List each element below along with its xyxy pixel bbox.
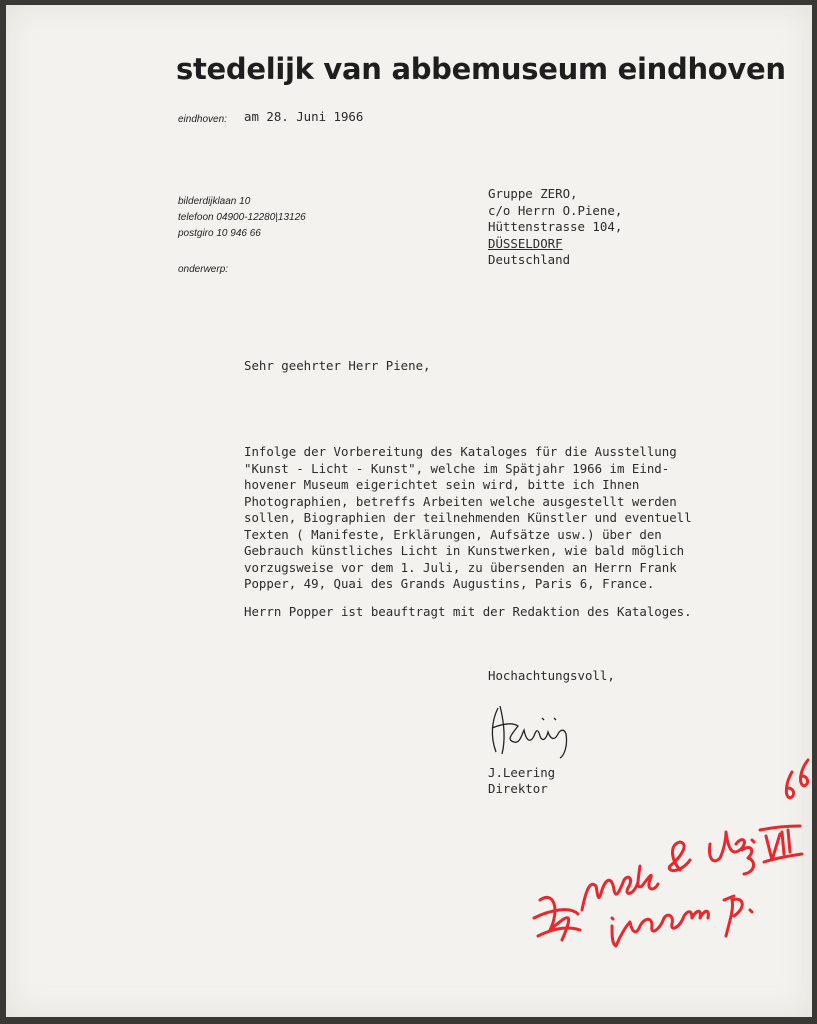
letter-date: am 28. Juni 1966 <box>244 109 364 124</box>
recipient-line: c/o Herrn O.Piene, <box>488 202 623 218</box>
postgiro-line: postgiro 10 946 66 <box>178 228 261 239</box>
body-line: vorzugsweise vor dem 1. Juli, zu übersenden an Herrn Frank <box>244 559 677 575</box>
place-label: eindhoven: <box>178 114 227 125</box>
typed-name: J.Leering <box>488 765 556 780</box>
address-line: bilderdijklaan 10 <box>178 196 251 207</box>
body-line: Gebrauch künstliches Licht in Kunstwerken, wie bald möglich <box>244 543 685 558</box>
editor-note: Herrn Popper ist beauftragt mit der Redaktion des Kataloges. <box>244 604 692 619</box>
letter-body <box>244 444 692 593</box>
body-line: "Kunst - Licht - Kunst", welche im Spätjahr 1966 im Eind- <box>244 460 670 476</box>
body-line: Infolge der Vorbereitung des Kataloges für die Ausstellung <box>244 444 677 459</box>
body-line: sollen, Biographien der teilnehmenden Künstler und eventuell <box>244 510 692 525</box>
typed-title: Direktor <box>488 781 548 796</box>
red-handwritten-annotation <box>520 740 810 955</box>
body-line: hovener Museum eigerichtet sein wird, bitte ich Ihnen <box>244 477 640 492</box>
subject-label: onderwerp: <box>178 264 229 275</box>
recipient-address <box>488 186 622 269</box>
letterhead-title: stedelijk van abbemuseum eindhoven <box>176 52 786 86</box>
recipient-country: Deutschland <box>488 252 571 267</box>
recipient-line: Hüttenstrasse 104, <box>488 219 623 234</box>
recipient-line: Gruppe ZERO, <box>488 186 578 201</box>
body-line: Photographien, betreffs Arbeiten welche ausgestellt werden <box>244 493 677 509</box>
closing: Hochachtungsvoll, <box>488 668 615 683</box>
body-line: Popper, 49, Quai des Grands Augustins, Paris 6, France. <box>244 576 655 591</box>
salutation: Sehr geehrter Herr Piene, <box>244 358 431 373</box>
phone-line: telefoon 04900-12280|13126 <box>178 212 306 223</box>
body-line: Texten ( Manifeste, Erklärungen, Aufsätze usw.) über den <box>244 526 662 542</box>
recipient-city: DÜSSELDORF <box>488 235 563 251</box>
